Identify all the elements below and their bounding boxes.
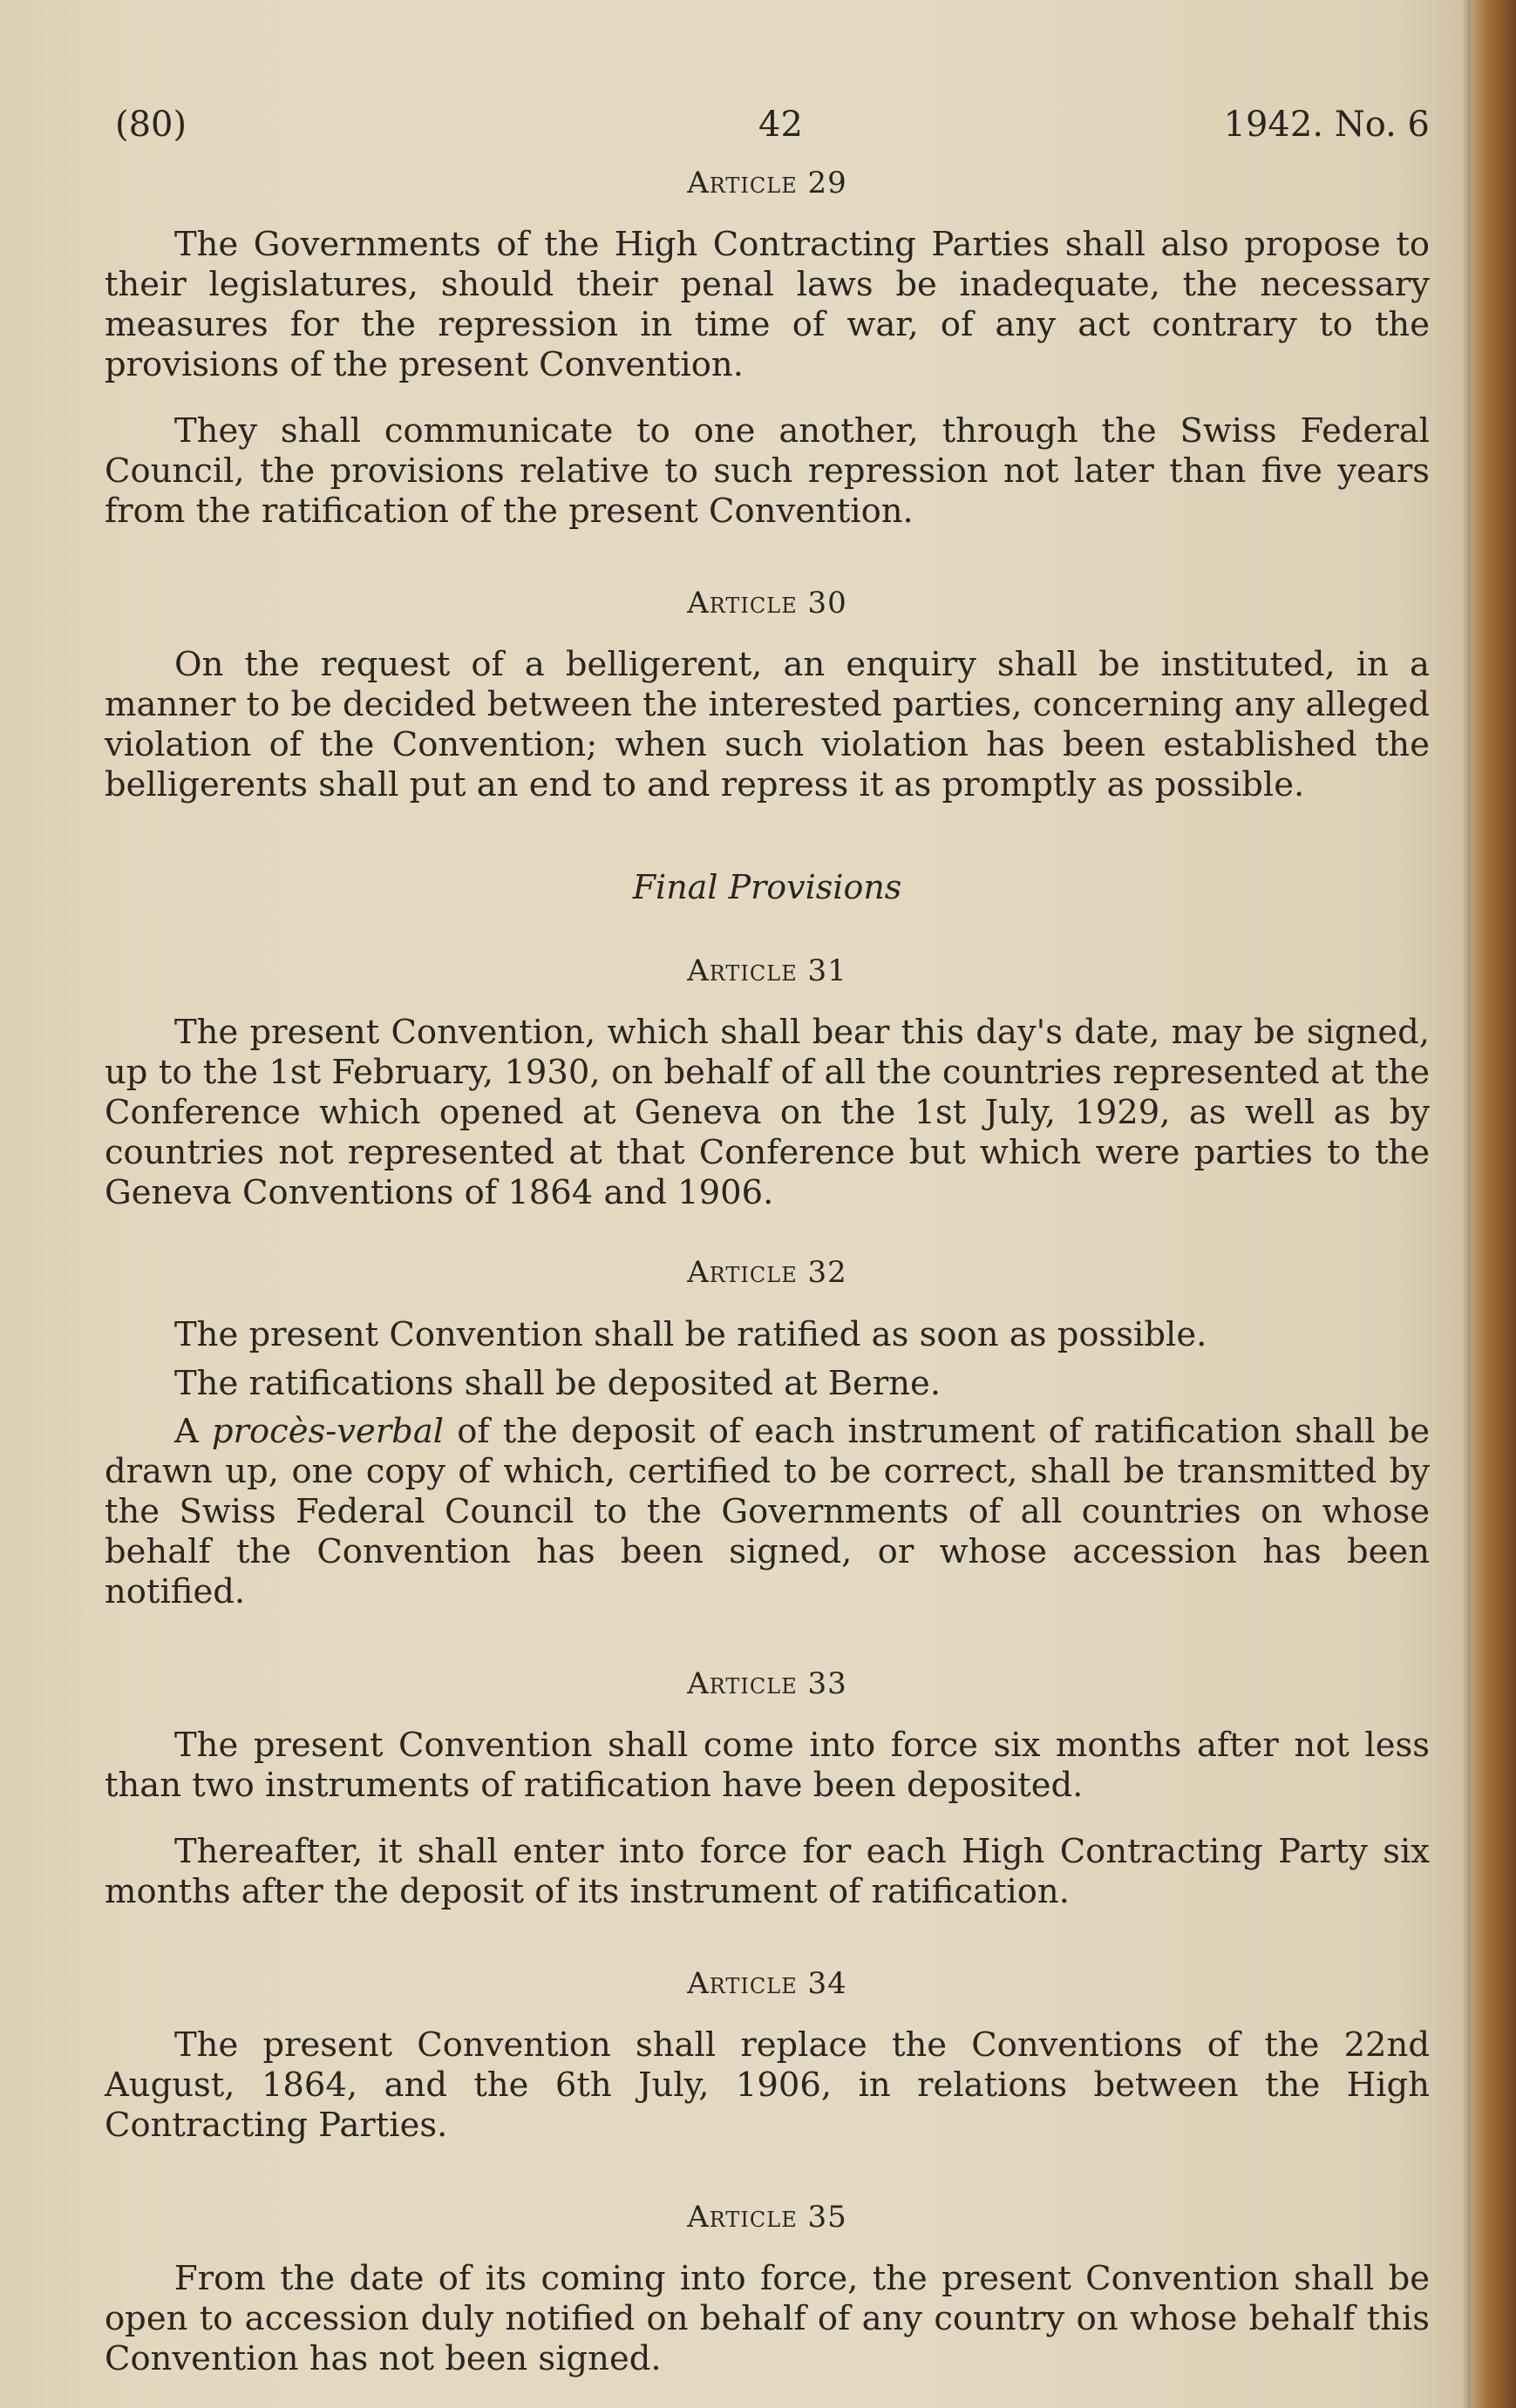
article-34 — [105, 1966, 1430, 2146]
publication-reference: 1942. No. 6 — [1223, 105, 1430, 145]
article-paragraph: The ratifications shall be deposited at Berne. — [174, 1364, 942, 1403]
page-header — [105, 96, 1430, 166]
article-33 — [105, 1666, 1430, 1912]
article-paragraph: From the date of its coming into force, the present Convention shall be open to accession duly notified on behalf of any country on whose behalf this Convention has not been signed. — [105, 2259, 1430, 2378]
article-heading: Article 35 — [687, 2200, 847, 2235]
section-heading-final-provisions: Final Provisions — [632, 868, 902, 906]
article-35 — [105, 2200, 1430, 2379]
page-reference: (80) — [115, 105, 187, 145]
binding-shadow — [1462, 0, 1471, 2408]
article-paragraph: Thereafter, it shall enter into force for each High Contracting Party six months after the deposit of its instrument of ratification. — [105, 1832, 1430, 1911]
paragraph-text: of the deposit of each instrument of ratification shall be drawn up, one copy of which, certified to be correct, shall be transmitted by the Swiss Federal Council to the Governments of all countries on whose behalf the Convention has been signed, or whose accession has been notified. — [105, 1412, 1430, 1611]
paragraph-prefix: A — [174, 1412, 212, 1451]
article-heading: Article 29 — [687, 166, 847, 200]
book-binding — [1471, 0, 1516, 2408]
article-paragraph: The present Convention shall come into force six months after not less than two instruments of ratification have been deposited. — [105, 1726, 1430, 1805]
article-paragraph: On the request of a belligerent, an enquiry shall be instituted, in a manner to be decided between the interested parties, concerning any alleged violation of the Convention; when such violation has been established the belligerents shall put an end to and repress it as promptly as possible. — [105, 645, 1430, 804]
article-paragraph — [105, 1412, 1430, 1612]
article-paragraph: They shall communicate to one another, through the Swiss Federal Council, the provisions relative to such repression not later than five years from the ratification of the present Convention. — [105, 411, 1430, 531]
article-heading: Article 34 — [687, 1966, 847, 2001]
article-paragraph: The present Convention, which shall bear this day's date, may be signed, up to the 1st February, 1930, on behalf of all the countries represented at the Conference which opened at Geneva on the 1st July, 1929, as well as by countries not represented at that Conference but which were parties to the Geneva Conventions of 1864 and 1906. — [105, 1013, 1430, 1212]
article-31 — [105, 953, 1430, 1213]
article-paragraph: The Governments of the High Contracting Parties shall also propose to their legislatures, should their penal laws be inadequate, the necessary measures for the repression in time of war, of any act contrary to the provisions of the present Convention. — [105, 225, 1430, 384]
article-heading: Article 32 — [687, 1255, 847, 1290]
article-heading: Article 33 — [687, 1666, 847, 1701]
article-heading: Article 30 — [687, 586, 847, 621]
page-content — [105, 96, 1430, 2408]
article-paragraph: The present Convention shall be ratified as soon as possible. — [174, 1315, 1207, 1354]
article-paragraph: The present Convention shall replace the Conventions of the 22nd August, 1864, and the 6th July, 1906, in relations between the High Contracting Parties. — [105, 2025, 1430, 2145]
page-number: 42 — [758, 105, 803, 145]
article-heading: Article 31 — [687, 953, 847, 988]
article-29 — [105, 166, 1430, 532]
article-30 — [105, 586, 1430, 805]
article-32 — [105, 1255, 1430, 1612]
italic-term: procès-verbal — [211, 1412, 445, 1451]
